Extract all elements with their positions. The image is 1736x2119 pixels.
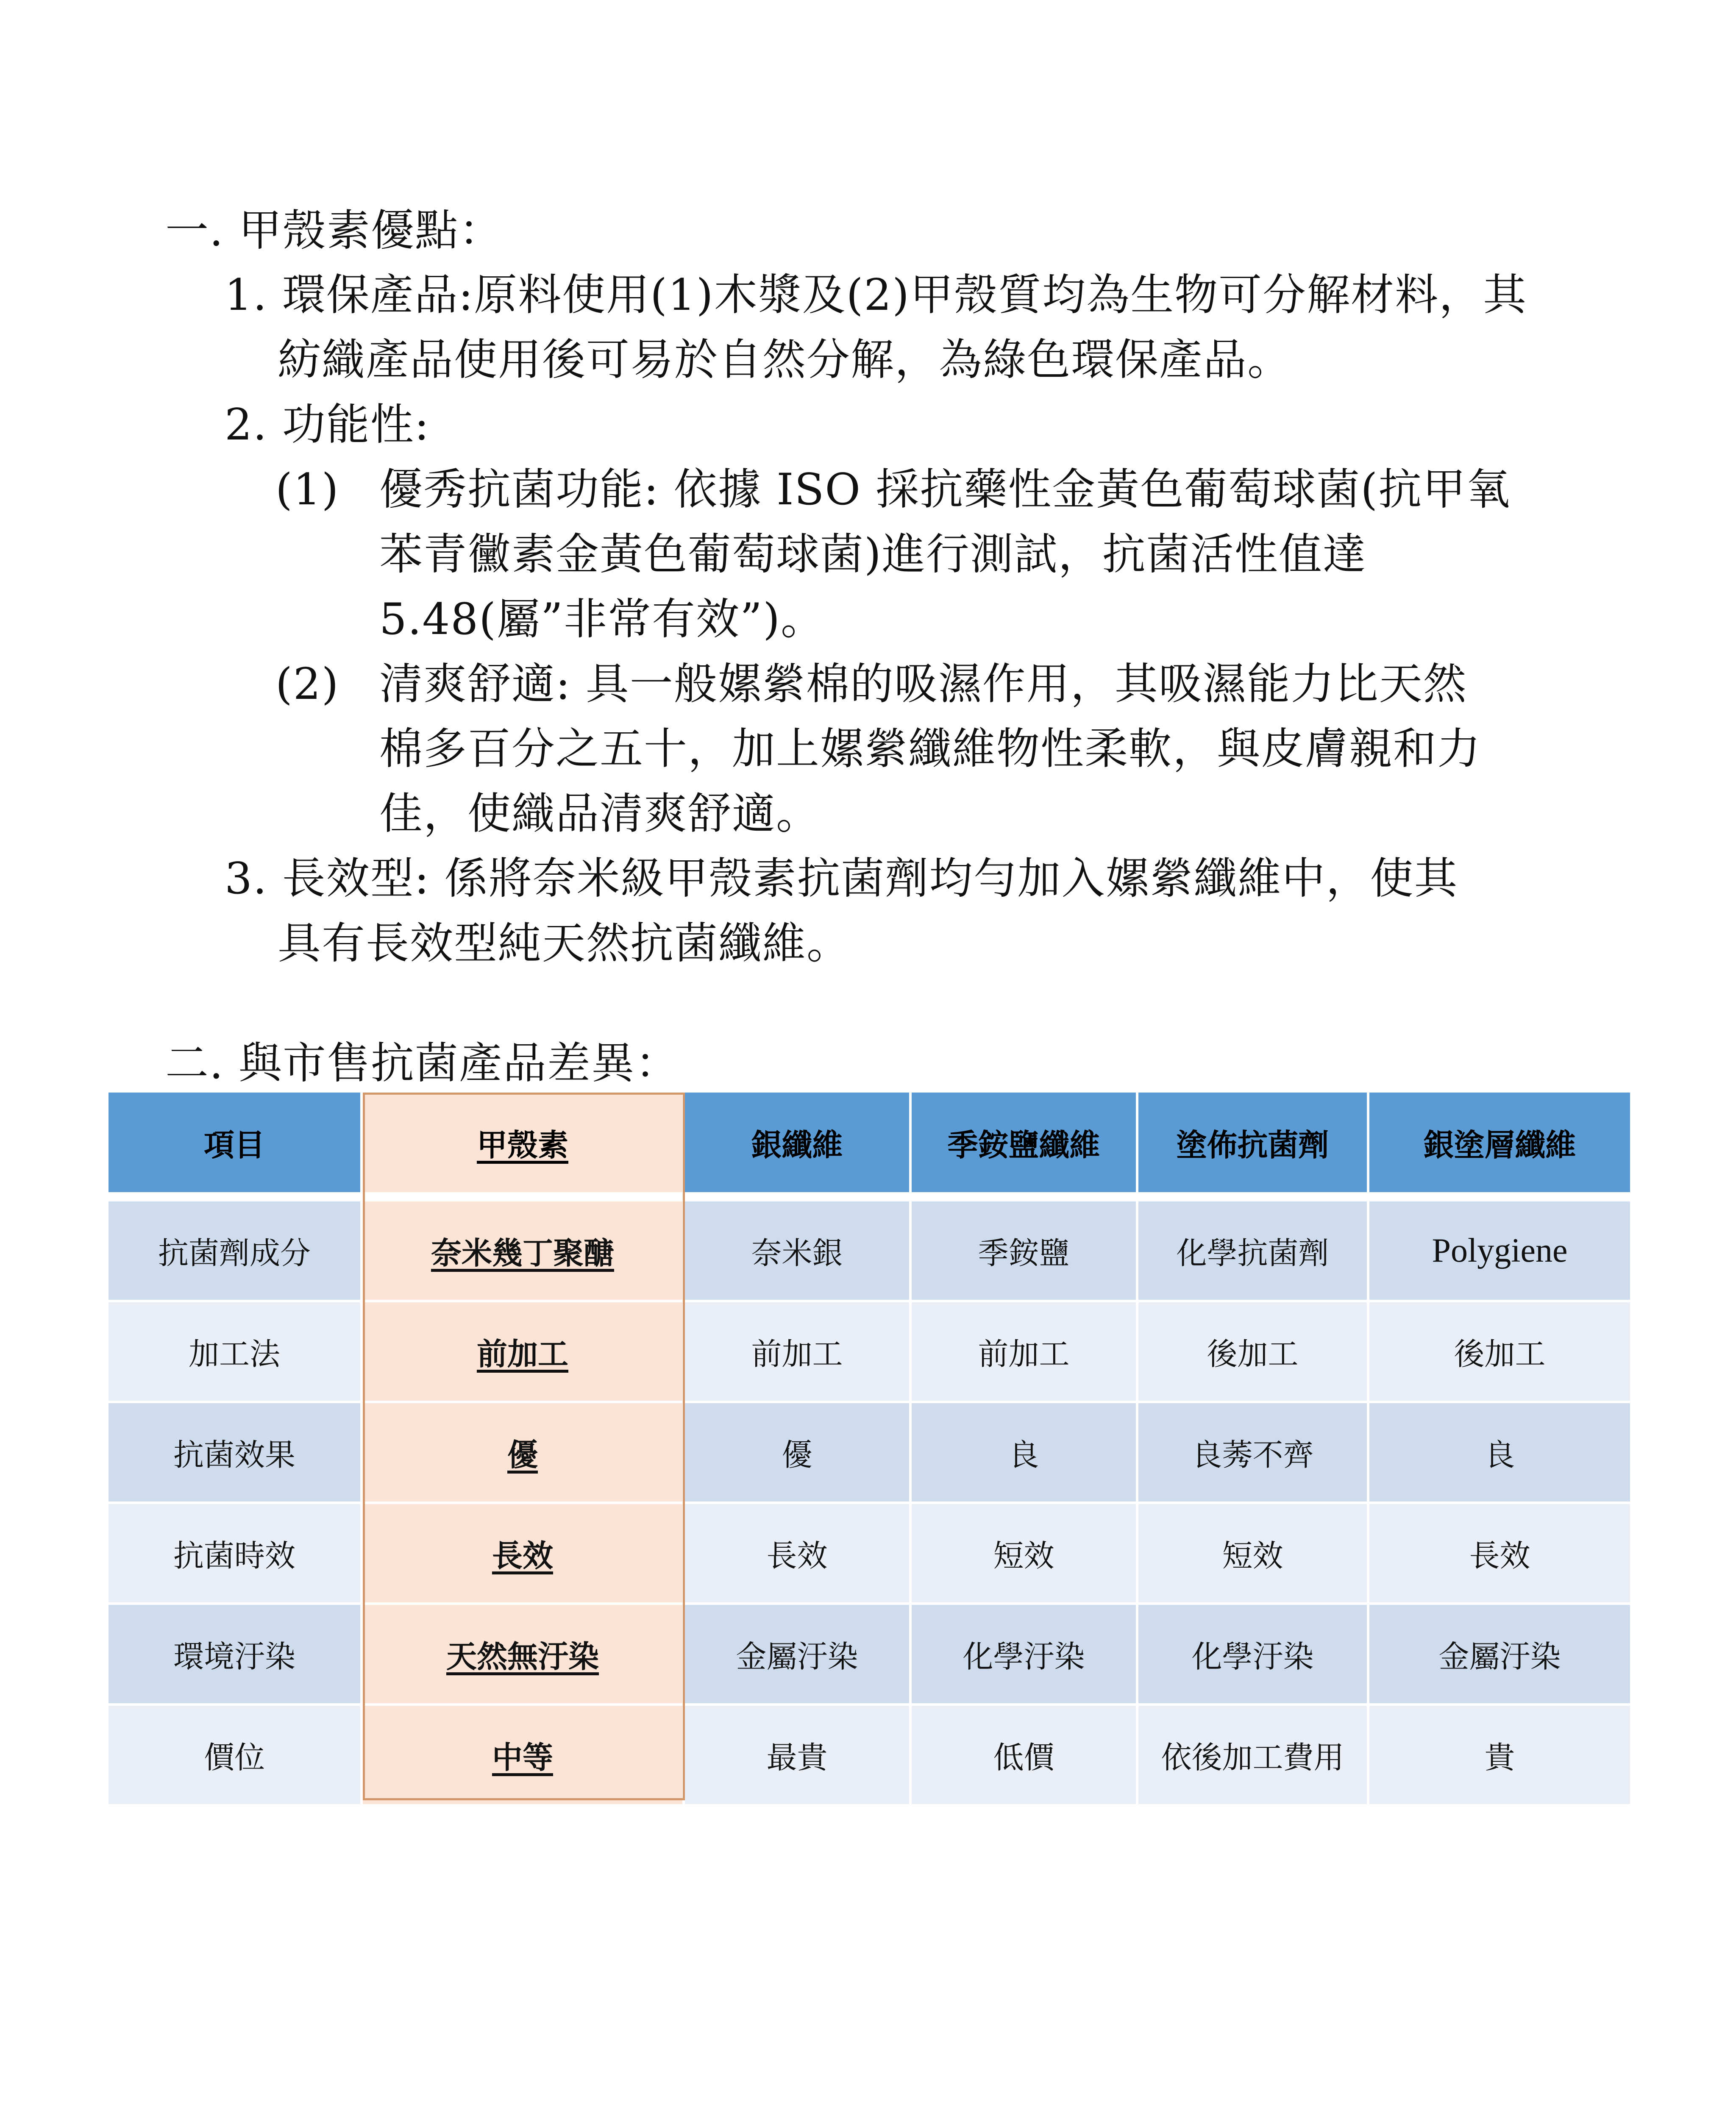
table-header-cell: 甲殼素	[363, 1093, 682, 1192]
sub2-line3: 佳，使織品清爽舒適。	[379, 789, 820, 839]
table-cell: 長效	[1369, 1504, 1630, 1602]
item1-line1: 1. 環保產品:原料使用(1)木漿及(2)甲殼質均為生物可分解材料，其	[225, 270, 1527, 320]
table-cell: 前加工	[363, 1302, 682, 1401]
item3-line1: 3. 長效型: 係將奈米級甲殼素抗菌劑均勻加入嫘縈纖維中，使其	[225, 854, 1458, 904]
sub1-line3: 5.48(屬”非常有效”)。	[379, 594, 825, 645]
item2-line1: 2. 功能性:	[225, 400, 430, 450]
section2-heading: 二. 與市售抗菌產品差異：	[165, 1038, 679, 1089]
sub2-number: (2)	[275, 659, 339, 709]
sub1-line1: 優秀抗菌功能: 依據 ISO 採抗藥性金黃色葡萄球菌(抗甲氧	[379, 464, 1511, 515]
table-cell: 季銨鹽	[912, 1201, 1136, 1300]
table-cell: 良	[912, 1403, 1136, 1502]
table-cell: 良莠不齊	[1138, 1403, 1367, 1502]
table-cell: 短效	[1138, 1504, 1367, 1602]
table-cell: 最貴	[685, 1706, 909, 1804]
section1-heading: 一. 甲殼素優點：	[165, 206, 503, 256]
table-cell: 良	[1369, 1403, 1630, 1502]
table-cell: 依後加工費用	[1138, 1706, 1367, 1804]
table-cell: 低價	[912, 1706, 1136, 1804]
table-header-cell: 季銨鹽纖維	[912, 1093, 1136, 1192]
sub1-line2: 苯青黴素金黃色葡萄球菌)進行測試，抗菌活性值達	[379, 529, 1367, 580]
table-cell: 後加工	[1138, 1302, 1367, 1401]
table-cell: 長效	[685, 1504, 909, 1602]
table-cell: 後加工	[1369, 1302, 1630, 1401]
table-cell: 短效	[912, 1504, 1136, 1602]
table-header-cell: 塗佈抗菌劑	[1138, 1093, 1367, 1192]
table-cell: 中等	[363, 1706, 682, 1804]
table-cell: 前加工	[912, 1302, 1136, 1401]
table-header-cell: 銀纖維	[685, 1093, 909, 1192]
comparison-table	[108, 1093, 1630, 1800]
table-cell: 奈米幾丁聚醣	[363, 1201, 682, 1300]
table-header-cell: 項目	[108, 1093, 360, 1192]
table-cell: 化學汙染	[1138, 1605, 1367, 1703]
sub1-number: (1)	[275, 464, 339, 515]
item1-line2: 紡織產品使用後可易於自然分解，為綠色環保產品。	[278, 335, 1291, 385]
table-cell: 化學抗菌劑	[1138, 1201, 1367, 1300]
table-cell: 天然無汙染	[363, 1605, 682, 1703]
table-cell: 奈米銀	[685, 1201, 909, 1300]
sub2-line1: 清爽舒適: 具一般嫘縈棉的吸濕作用，其吸濕能力比天然	[379, 659, 1467, 709]
table-cell: 優	[363, 1403, 682, 1502]
table-row-label: 價位	[108, 1706, 360, 1804]
sub2-line2: 棉多百分之五十，加上嫘縈纖維物性柔軟，與皮膚親和力	[379, 724, 1481, 774]
table-cell: 化學汙染	[912, 1605, 1136, 1703]
item3-line2: 具有長效型純天然抗菌纖維。	[278, 918, 851, 969]
table-cell: 長效	[363, 1504, 682, 1602]
table-cell: 貴	[1369, 1706, 1630, 1804]
table-cell: 金屬汙染	[685, 1605, 909, 1703]
table-row-label: 環境汙染	[108, 1605, 360, 1703]
table-header-cell: 銀塗層纖維	[1369, 1093, 1630, 1192]
table-row-label: 加工法	[108, 1302, 360, 1401]
table-cell: Polygiene	[1369, 1201, 1630, 1300]
table-cell: 金屬汙染	[1369, 1605, 1630, 1703]
table-cell: 前加工	[685, 1302, 909, 1401]
table-row-label: 抗菌劑成分	[108, 1201, 360, 1300]
table-row-label: 抗菌時效	[108, 1504, 360, 1602]
table-cell: 優	[685, 1403, 909, 1502]
table-row-label: 抗菌效果	[108, 1403, 360, 1502]
